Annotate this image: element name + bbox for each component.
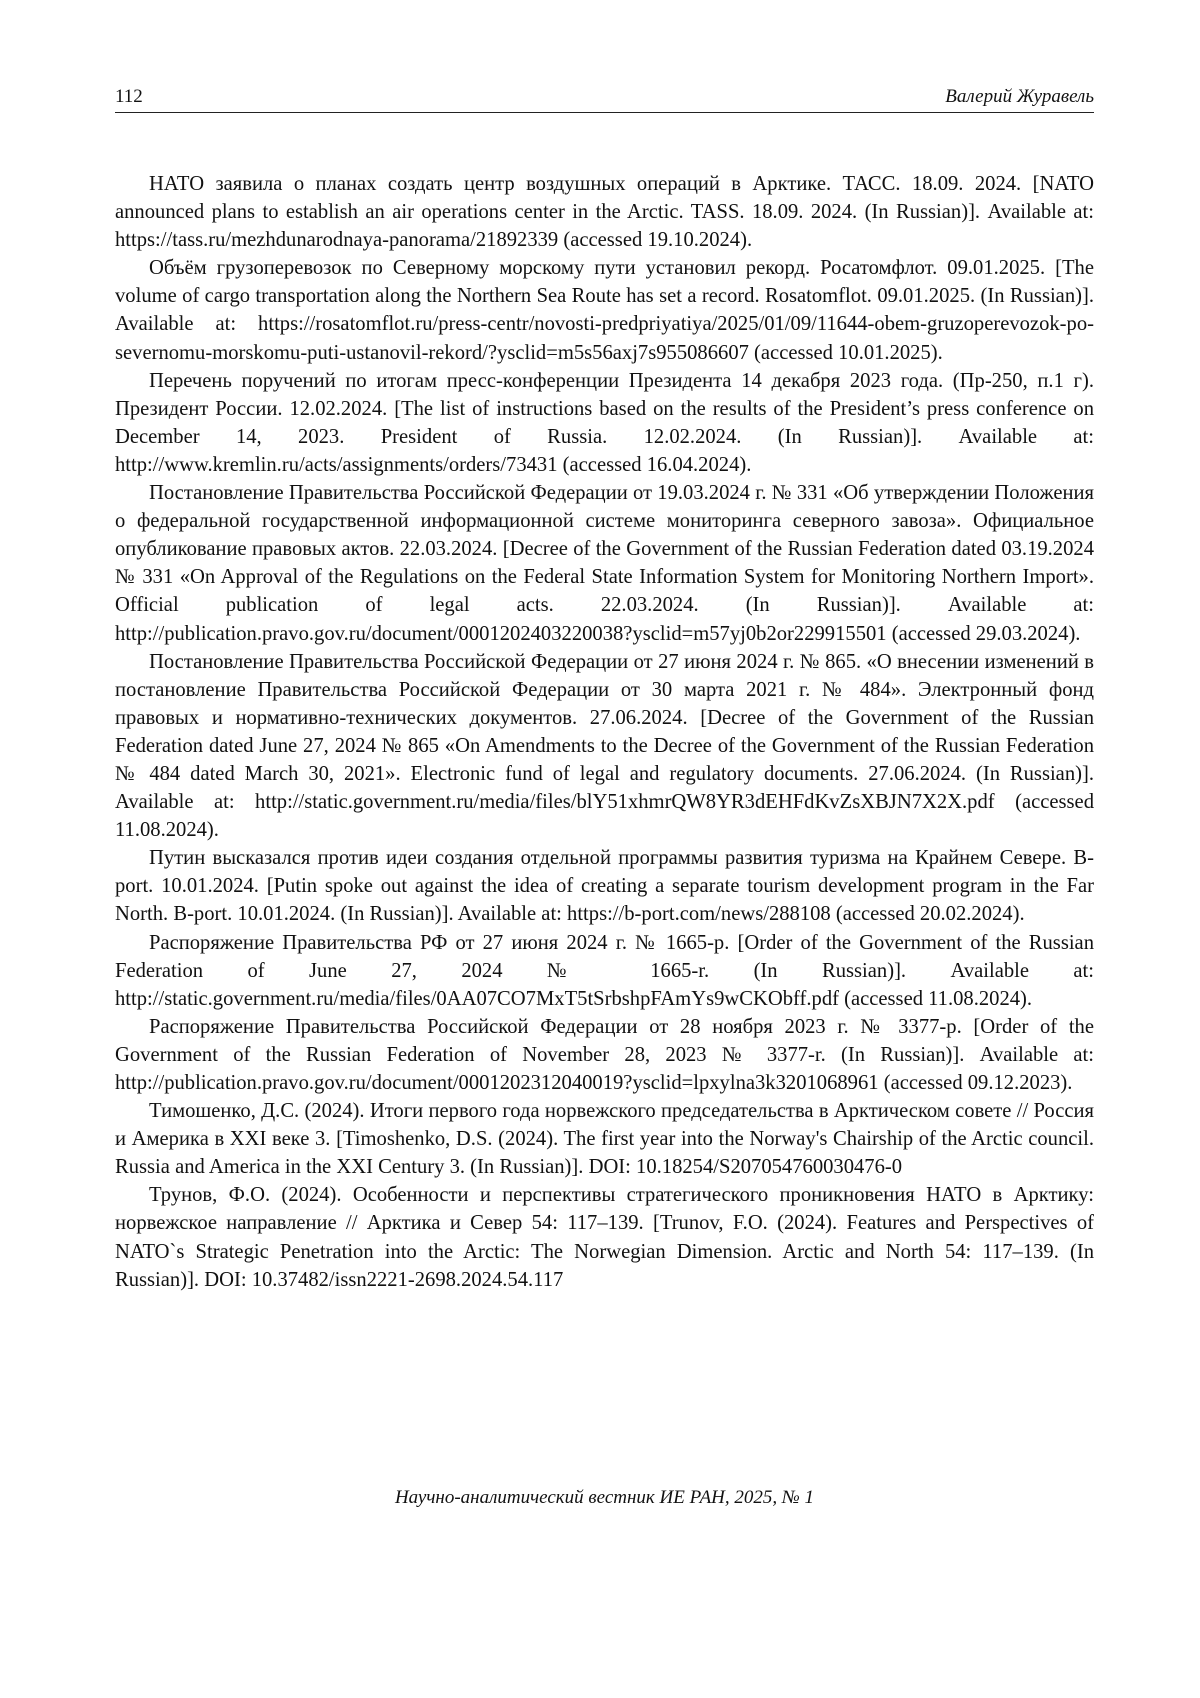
reference-list	[115, 170, 1094, 1294]
reference-entry: Путин высказался против идеи создания отдельной программы развития туризма на Крайнем Севере. B-port. 10.01.2024. [Putin spoke out against the idea of creating a separate tourism development program in the Far North. B-port. 10.01.2024. (In Russian)]. Available at: https://b-port.com/news/288108 (accessed 20.02.2024).	[115, 847, 1094, 926]
reference-entry: Трунов, Ф.О. (2024). Особенности и перспективы стратегического проникновения НАТО в Арктику: норвежское направление // Арктика и Север 54: 117–139. [Trunov, F.O. (2024). Features and Perspectives of NATO`s Strategic Penetration into the Arctic: The Norwegian Dimension. Arctic and North 54: 117–139. (In Russian)]. DOI: 10.37482/issn2221-2698.2024.54.117	[115, 1184, 1094, 1291]
reference-entry: Объём грузоперевозок по Северному морскому пути установил рекорд. Росатомфлот. 09.01.2025. [The volume of cargo transportation along the Northern Sea Route has set a record. Rosatomflot. 09.01.2025. (In Russian)]. Available at: https://rosatomflot.ru/press-centr/novosti-predpriyatiya/2025/01/09/11644-obem-gruzoperevozok-po-severnomu-morskomu-puti-ustanovil-rekord/?ysclid=m5s56axj7s955086607 (accessed 10.01.2025).	[115, 257, 1094, 364]
header-author: Валерий Журавель	[945, 86, 1094, 107]
reference-entry: НАТО заявила о планах создать центр воздушных операций в Арктике. ТАСС. 18.09. 2024. [NATO announced plans to establish an air operations center in the Arctic. TASS. 18.09. 2024. (In Russian)]. Available at: https://tass.ru/mezhdunarodnaya-panorama/21892339 (accessed 19.10.2024).	[115, 173, 1094, 252]
reference-entry: Распоряжение Правительства РФ от 27 июня 2024 г. № 1665-р. [Order of the Government of the Russian Federation of June 27, 2024 № 1665-r. (In Russian)]. Available at: http://static.government.ru/media/files/0AA07CO7MxT5tSrbshpFAmYs9wCKObff.pdf (accessed 11.08.2024).	[115, 931, 1094, 1010]
page-number: 112	[115, 86, 143, 107]
journal-footer: Научно-аналитический вестник ИЕ РАН, 2025, № 1	[394, 1487, 815, 1508]
reference-entry: Тимошенко, Д.С. (2024). Итоги первого года норвежского председательства в Арктическом совете // Россия и Америка в XXI веке 3. [Timoshenko, D.S. (2024). The first year into the Norway's Chairship of the Arctic council. Russia and America in the XXI Century 3. (In Russian)]. DOI: 10.18254/S207054760030476-0	[115, 1100, 1094, 1179]
reference-entry: Постановление Правительства Российской Федерации от 19.03.2024 г. № 331 «Об утверждении Положения о федеральной государственной информационной системе мониторинга северного завоза». Официальное опубликование правовых актов. 22.03.2024. [Decree of the Government of the Russian Federation dated 03.19.2024 № 331 «On Approval of the Regulations on the Federal State Information System for Monitoring Northern Import». Official publication of legal acts. 22.03.2024. (In Russian)]. Available at: http://publication.pravo.gov.ru/document/0001202403220038?ysclid=m57yj0b2or229915501 (accessed 29.03.2024).	[115, 482, 1094, 645]
reference-entry: Постановление Правительства Российской Федерации от 27 июня 2024 г. № 865. «О внесении изменений в постановление Правительства Российской Федерации от 30 марта 2021 г. № 484». Электронный фонд правовых и нормативно-технических документов. 27.06.2024. [Decree of the Government of the Russian Federation dated June 27, 2024 № 865 «On Amendments to the Decree of the Government of the Russian Federation № 484 dated March 30, 2021». Electronic fund of legal and regulatory documents. 27.06.2024. (In Russian)]. Available at: http://static.government.ru/media/files/blY51xhmrQW8YR3dEHFdKvZsXBJN7X2X.pdf (accessed 11.08.2024).	[115, 650, 1094, 842]
running-header	[115, 82, 1094, 113]
reference-entry: Перечень поручений по итогам пресс-конференции Президента 14 декабря 2023 года. (Пр-250, п.1 г). Президент России. 12.02.2024. [The list of instructions based on the results of the President’s press conference on December 14, 2023. President of Russia. 12.02.2024. (In Russian)]. Available at: http://www.kremlin.ru/acts/assignments/orders/73431 (accessed 16.04.2024).	[115, 369, 1094, 476]
reference-entry: Распоряжение Правительства Российской Федерации от 28 ноября 2023 г. № 3377-р. [Order of the Government of the Russian Federation of November 28, 2023 № 3377-r. (In Russian)]. Available at: http://publication.pravo.gov.ru/document/0001202312040019?ysclid=lpxylna3k3201068961 (accessed 09.12.2023).	[115, 1015, 1094, 1094]
